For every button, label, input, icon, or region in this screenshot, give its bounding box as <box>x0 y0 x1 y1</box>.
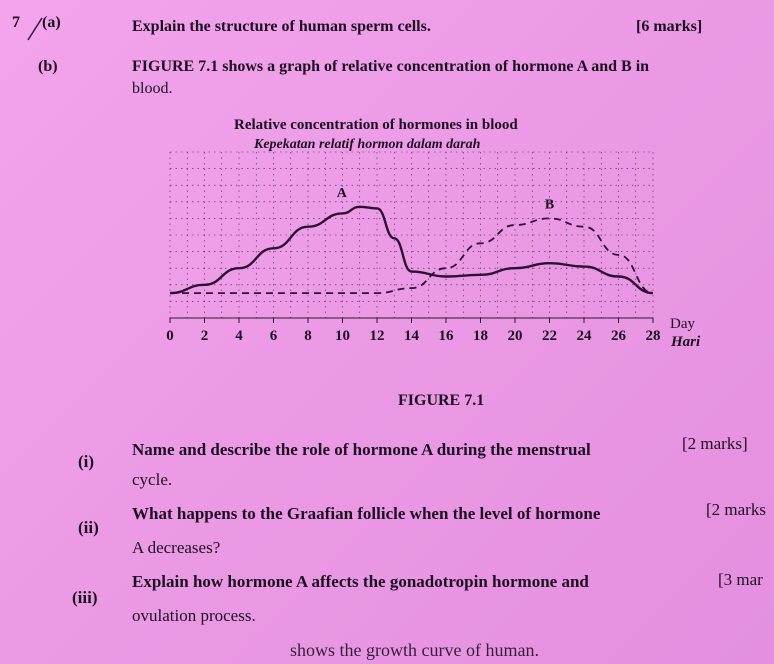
x-tick-label: 4 <box>235 328 243 344</box>
x-tick-label: 28 <box>645 328 661 344</box>
x-tick-label: 12 <box>369 328 385 344</box>
part-a-text: Explain the structure of human sperm cells. <box>132 18 431 35</box>
question-number: 7 <box>12 14 20 31</box>
part-b-text-line1: FIGURE 7.1 shows a graph of relative concentration of hormone A and B in <box>132 58 650 75</box>
chart-subtitle: Kepekatan relatif hormon dalam darah <box>254 137 481 152</box>
subq-i-line1: Name and describe the role of hormone A during the menstrual <box>132 440 591 459</box>
part-a-label: (a) <box>42 14 61 31</box>
x-tick-label: 10 <box>335 328 350 344</box>
x-axis-label: Day <box>670 316 695 332</box>
x-tick-label: 20 <box>507 328 523 344</box>
x-tick-label: 0 <box>166 328 174 344</box>
subq-iii-marks: [3 mar <box>718 570 763 589</box>
x-tick-label: 16 <box>438 328 454 344</box>
subq-i-marks: [2 marks] <box>682 434 748 453</box>
series-label-b: B <box>544 197 555 213</box>
part-b-text-line2: blood. <box>132 80 173 97</box>
subq-ii-label: (ii) <box>78 518 99 537</box>
subq-i-label: (i) <box>78 452 95 471</box>
x-tick-label: 26 <box>611 328 626 344</box>
x-tick-label: 6 <box>269 328 278 344</box>
subq-ii-marks: [2 marks <box>706 500 766 519</box>
x-tick-label: 14 <box>404 328 419 344</box>
subq-ii-line1: What happens to the Graafian follicle when the level of hormone <box>132 504 601 523</box>
x-tick-label: 2 <box>200 328 209 344</box>
subq-iii-line1: Explain how hormone A affects the gonadotropin hormone and <box>132 572 589 591</box>
x-axis-label-alt: Hari <box>671 334 701 350</box>
part-a-marks: [6 marks] <box>636 18 703 35</box>
partial-next-question-text: shows the growth curve of human. <box>290 640 539 660</box>
figure-caption: FIGURE 7.1 <box>398 392 485 409</box>
subq-iii-label: (iii) <box>72 588 98 607</box>
subq-i-line2: cycle. <box>132 470 173 489</box>
subq-iii-line2: ovulation process. <box>132 606 256 625</box>
x-tick-label: 22 <box>542 328 557 344</box>
subq-ii-line2: A decreases? <box>132 538 221 557</box>
part-b-label: (b) <box>38 58 58 75</box>
x-tick-label: 18 <box>473 328 488 344</box>
x-tick-label: 24 <box>576 328 592 344</box>
hormone-concentration-chart <box>150 117 710 365</box>
x-tick-label: 8 <box>304 328 312 344</box>
series-label-a: A <box>336 185 347 201</box>
chart-title: Relative concentration of hormones in blood <box>234 117 518 133</box>
series-line-a <box>170 207 653 293</box>
